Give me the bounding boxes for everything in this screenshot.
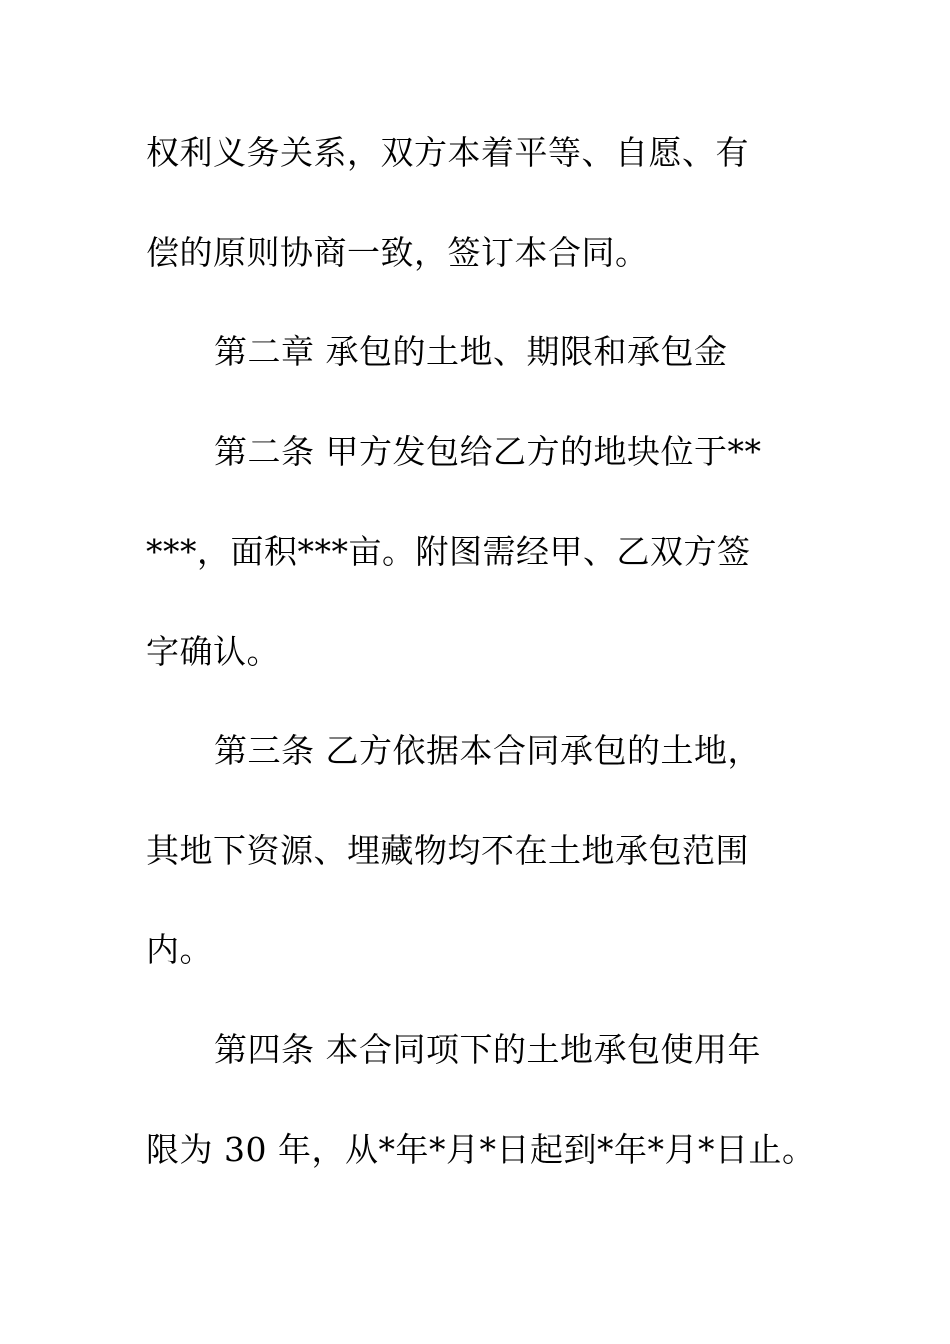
article-4-line-1: 第四条 本合同项下的土地承包使用年 — [214, 1030, 761, 1069]
text-line-1: 权利义务关系，双方本着平等、自愿、有 — [146, 133, 749, 172]
article-3-line-2: 其地下资源、埋藏物均不在土地承包范围 — [146, 831, 749, 870]
text-line-2: 偿的原则协商一致，签订本合同。 — [146, 233, 649, 272]
article-2-line-3: 字确认。 — [146, 632, 280, 671]
chapter-heading: 第二章 承包的土地、期限和承包金 — [214, 332, 728, 371]
article-3-line-3: 内。 — [146, 930, 213, 969]
article-4-line-2: 限为 30 年，从*年*月*日起到*年*月*日止。 — [146, 1130, 816, 1169]
article-2-line-1: 第二条 甲方发包给乙方的地块位于** — [214, 432, 762, 471]
article-3-line-1: 第三条 乙方依据本合同承包的土地， — [214, 731, 761, 770]
article-2-line-2: ***，面积***亩。附图需经甲、乙双方签 — [146, 532, 751, 571]
